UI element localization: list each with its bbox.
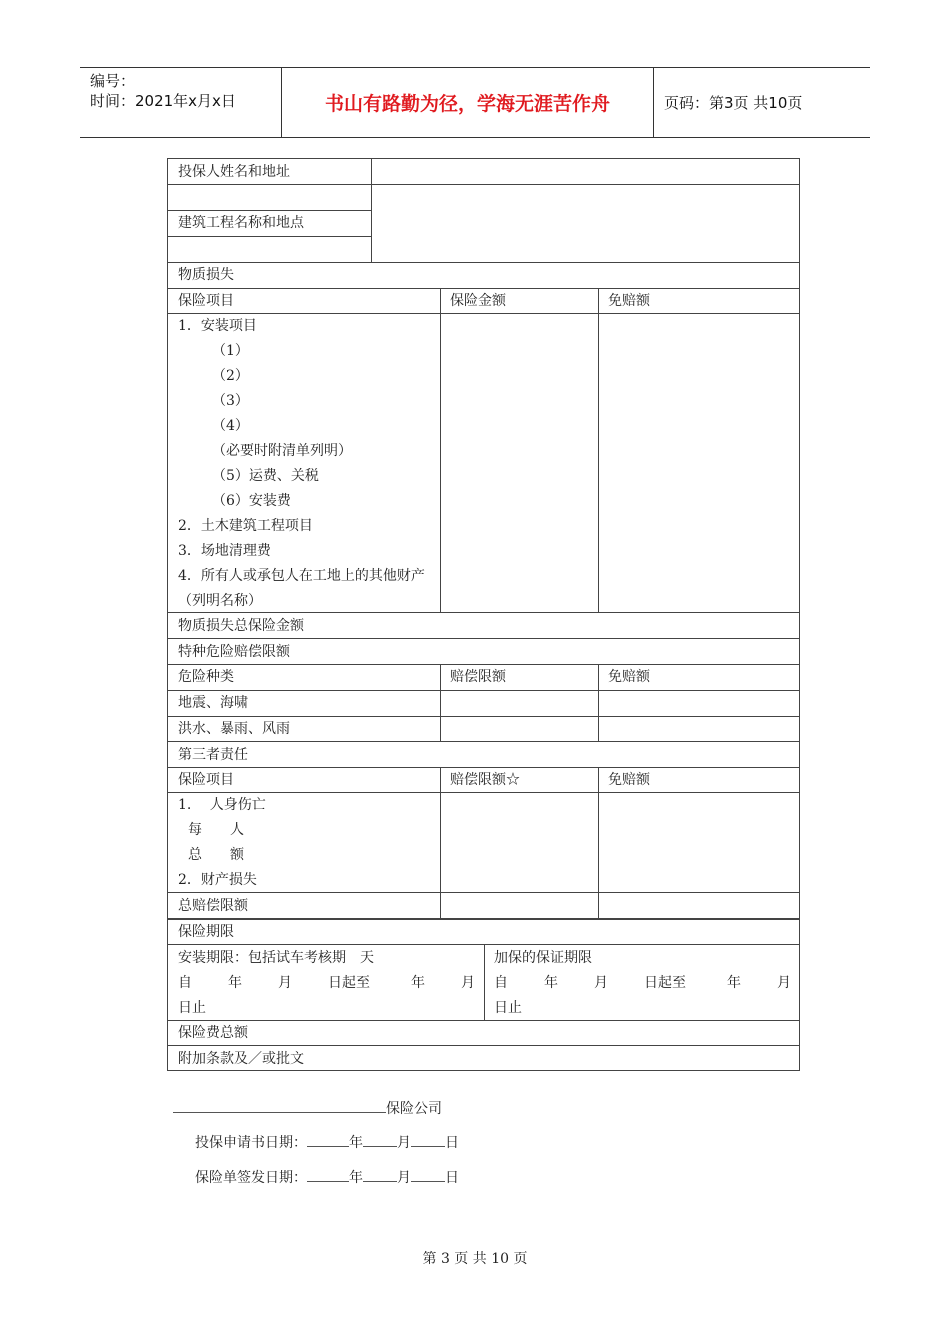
apply-date-label: 投保申请书日期： [195,1135,307,1151]
third-party-title: 第三者责任 [178,747,248,763]
install-from-word: 自 [178,975,192,991]
premium-label: 保险费总额 [178,1025,248,1041]
material-item: （列明名称） [178,593,262,609]
number-label: 编号： [90,72,136,90]
third-party-item: 每 人 [188,822,244,838]
material-col-amount: 保险金额 [450,293,506,309]
apply-year-blank[interactable] [307,1133,349,1147]
material-item: （6）安装费 [212,493,291,509]
install-period-label: 安装期限：包括试车考核期 天 [178,950,374,966]
issue-date-label: 保险单签发日期： [195,1170,307,1186]
material-col-deductible: 免赔额 [608,293,650,309]
special-risk-row: 地震、海啸 [178,695,248,711]
clauses-label: 附加条款及／或批文 [178,1051,304,1067]
install-from-word: 月 [278,975,292,991]
material-item: （1） [212,343,249,359]
material-item: （3） [212,393,249,409]
material-item: （必要时附清单列明） [212,443,352,459]
material-item: （2） [212,368,249,384]
install-from-word: 日起至 [328,975,370,991]
period-title: 保险期限 [178,924,234,940]
project-label: 建筑工程名称和地点 [178,215,304,231]
warranty-from-word: 年 [544,975,558,991]
third-col-deductible: 免赔额 [608,772,650,788]
install-from-word: 年 [411,975,425,991]
header-page-cell [654,68,870,137]
special-col-limit: 赔偿限额 [450,669,506,685]
third-party-item: 总 额 [188,847,244,863]
third-party-item: 2．财产损失 [178,872,257,888]
special-col-type: 危险种类 [178,669,234,685]
issue-month-blank[interactable] [363,1168,397,1182]
month-word: 月 [397,1170,411,1186]
material-loss-title: 物质损失 [178,267,234,283]
install-end-word: 日止 [178,1000,206,1016]
day-word: 日 [445,1135,459,1151]
apply-date-line [195,1133,459,1151]
header-meta-cell [80,68,282,137]
third-party-total-label: 总赔偿限额 [178,898,248,914]
insurer-blank[interactable] [173,1099,386,1113]
apply-month-blank[interactable] [363,1133,397,1147]
material-col-item: 保险项目 [178,293,234,309]
warranty-from-word: 自 [494,975,508,991]
page-header [80,67,870,138]
material-item: 4．所有人或承包人在工地上的其他财产 [178,568,425,584]
material-item: 1．安装项目 [178,318,257,334]
applicant-label: 投保人姓名和地址 [178,164,290,180]
install-from-word: 年 [228,975,242,991]
apply-day-blank[interactable] [411,1133,445,1147]
year-word: 年 [349,1170,363,1186]
warranty-period-label: 加保的保证期限 [494,950,592,966]
page-footer: 第 3 页 共 10 页 [422,1251,528,1267]
issue-year-blank[interactable] [307,1168,349,1182]
warranty-end-word: 日止 [494,1000,522,1016]
third-col-limit: 赔偿限额☆ [450,772,520,788]
material-item: 2．土木建筑工程项目 [178,518,313,534]
insurer-line [173,1099,442,1117]
special-risk-row: 洪水、暴雨、风雨 [178,721,290,737]
issue-date-line [195,1168,459,1186]
insurance-form-table [167,158,800,1071]
install-from-word: 月 [461,975,475,991]
special-risk-title: 特种危险赔偿限额 [178,644,290,660]
special-col-deductible: 免赔额 [608,669,650,685]
material-item: （4） [212,418,249,434]
third-party-item: 1. 人身伤亡 [178,797,266,813]
warranty-from-word: 月 [777,975,791,991]
day-word: 日 [445,1170,459,1186]
insurer-suffix: 保险公司 [386,1101,442,1117]
time-label: 时间：2021年x月x日 [90,92,236,110]
material-item: （5）运费、关税 [212,468,319,484]
year-word: 年 [349,1135,363,1151]
warranty-from-word: 年 [727,975,741,991]
header-motto-cell [282,68,654,137]
warranty-from-word: 月 [594,975,608,991]
month-word: 月 [397,1135,411,1151]
page-info: 页码：第3页 共10页 [664,94,803,112]
third-col-item: 保险项目 [178,772,234,788]
material-total-label: 物质损失总保险金额 [178,618,304,634]
material-item: 3．场地清理费 [178,543,271,559]
issue-day-blank[interactable] [411,1168,445,1182]
motto: 书山有路勤为径，学海无涯苦作舟 [324,93,610,115]
warranty-from-word: 日起至 [644,975,686,991]
